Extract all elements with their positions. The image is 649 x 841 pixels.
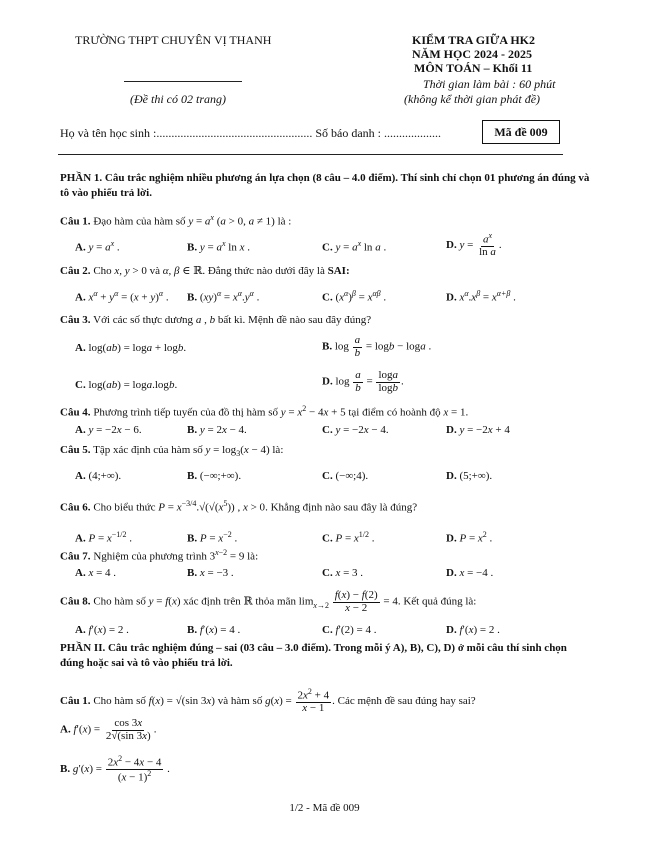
p2q1-text-end: . Các mệnh đề sau đúng hay sai? bbox=[332, 694, 476, 707]
q2-text-end: . Đẳng thức nào dưới đây là bbox=[202, 265, 325, 277]
exam-code: Mã đề 009 bbox=[494, 125, 548, 139]
q2-label: Câu 2. bbox=[60, 265, 91, 277]
exam-code-box bbox=[482, 120, 560, 144]
q1-option-a[interactable]: A. $y = a^x$ . bbox=[75, 239, 120, 254]
q7-option-d[interactable]: D. x = −4 . bbox=[446, 567, 494, 579]
q7-option-c[interactable]: C. x = 3 . bbox=[322, 567, 364, 579]
q5-option-c[interactable]: C. (−∞;4). bbox=[322, 470, 369, 482]
q3-text-mid: bất kì. Mệnh đề nào sau đây đúng? bbox=[217, 314, 372, 326]
p2q1-text-mid: và hàm số bbox=[217, 694, 263, 707]
exam-time-note: (không kể thời gian phát đề) bbox=[404, 92, 541, 106]
q2-option-c[interactable]: C. $(x^\alpha)^\beta = x^{\alpha\beta}$ . bbox=[322, 289, 387, 304]
school-name: TRƯỜNG THPT CHUYÊN VỊ THANH bbox=[75, 33, 272, 47]
q5-label: Câu 5. bbox=[60, 444, 91, 456]
q3-label: Câu 3. bbox=[60, 314, 91, 326]
part2-title: PHẦN II. Câu trắc nghiệm đúng – sai (03 câu – 3.0 điểm). Trong mỗi ý A), B), C), D) ở mỗi câu thí sinh chọn đúng hoặc sai và tô vào phiếu trả lời. bbox=[60, 642, 567, 669]
page-footer: 1/2 - Mã đề 009 bbox=[289, 802, 360, 814]
q2-sai: SAI: bbox=[327, 265, 350, 277]
q4-text-mid: tại điểm có hoành độ bbox=[348, 406, 441, 419]
q8-text-end: . Kết quả đúng là: bbox=[397, 595, 477, 608]
q7-option-a[interactable]: A. x = 4 . bbox=[75, 567, 117, 579]
q1-text-end: là : bbox=[277, 215, 292, 228]
q1-option-b[interactable]: B. $y = a^x$ ln x . bbox=[187, 239, 250, 254]
q8-option-c[interactable]: C. f′(2) = 4 . bbox=[322, 624, 377, 636]
question-8: Câu 8. Cho hàm số y = f(x) xác định trên ℝ thỏa mãn $\lim_{x\to 2}$ $\frac{f(x) - f(2)}{x - 2}$ = 4. Kết quả đúng là: bbox=[60, 589, 477, 614]
p2q1-text: Cho hàm số bbox=[93, 694, 146, 707]
question-6: Câu 6. Cho biểu thức $P = x^{-3/4}.√(√(x^5))$ , x > 0. Khẳng định nào sau đây là đúng? bbox=[60, 499, 418, 514]
q8-label: Câu 8. bbox=[60, 595, 91, 608]
q2-option-a[interactable]: A. $x^\alpha + y^\alpha = (x + y)^\alpha$ . bbox=[75, 289, 169, 304]
exam-time: Thời gian làm bài : 60 phút bbox=[423, 77, 556, 91]
q8-option-a[interactable]: A. f′(x) = 2 . bbox=[75, 624, 129, 636]
part1-title: PHẦN 1. Câu trắc nghiệm nhiều phương án lựa chọn (8 câu – 4.0 điểm). Thí sinh chỉ chọn 01 phương án đúng và tô vào phiếu trả lời. bbox=[60, 172, 590, 199]
q3-option-d[interactable]: D. log $\frac{a}{b}$ = $\frac{\log a}{\log b}$ . bbox=[322, 369, 404, 394]
q1-option-d[interactable]: D. y = $\frac{a^x}{\text{ln a}}$ . bbox=[446, 231, 502, 259]
q3-option-b[interactable]: B. log $\frac{a}{b}$ = logb − loga . bbox=[322, 334, 432, 359]
question-4: Câu 4. Phương trình tiếp tuyến của đồ thị hàm số $y = x^2 - 4x + 5$ tại điểm có hoành độ x = 1. bbox=[60, 404, 469, 419]
q7-option-b[interactable]: B. x = −3 . bbox=[187, 567, 234, 579]
exam-title: KIỂM TRA GIỮA HK2 bbox=[412, 33, 536, 47]
q2-text: Cho bbox=[93, 265, 112, 277]
q4-option-c[interactable]: C. y = −2x − 4. bbox=[322, 424, 389, 436]
q5-option-a[interactable]: A. (4;+∞). bbox=[75, 470, 122, 482]
question-3: Câu 3. Với các số thực dương a , b bất kì. Mệnh đề nào sau đây đúng? bbox=[60, 314, 372, 326]
q8-option-b[interactable]: B. f′(x) = 4 . bbox=[187, 624, 241, 636]
q6-text-end: . Khẳng định nào sau đây là đúng? bbox=[265, 501, 418, 514]
q8-option-d[interactable]: D. f′(x) = 2 . bbox=[446, 624, 500, 636]
question-1: Câu 1. Đạo hàm của hàm số $y = a^x$ (a > 0, a ≠ 1) là : bbox=[60, 213, 292, 228]
q5-option-d[interactable]: D. (5;+∞). bbox=[446, 470, 493, 482]
exam-year: NĂM HỌC 2024 - 2025 bbox=[412, 47, 532, 61]
part2-question-1: Câu 1. Cho hàm số f(x) = √(sin 3x) và hàm số g(x) = $\frac{2x^2 + 4}{x - 1}$ . Các mệnh đề sau đúng hay sai? bbox=[60, 687, 476, 715]
q2-option-d[interactable]: D. $x^\alpha.x^\beta = x^{\alpha+\beta}$ . bbox=[446, 289, 516, 304]
exam-subject: MÔN TOÁN – Khối 11 bbox=[414, 61, 533, 75]
q1-label: Câu 1. bbox=[60, 215, 91, 228]
q6-label: Câu 6. bbox=[60, 501, 91, 514]
q1-option-c[interactable]: C. $y = a^x$ ln a . bbox=[322, 239, 387, 254]
q7-label: Câu 7. bbox=[60, 550, 91, 563]
p2q1-statement-a[interactable]: A. f′(x) = $\frac{\cos 3x}{2√(\sin 3x)}$ . bbox=[60, 717, 157, 742]
header-divider bbox=[124, 81, 242, 82]
q8-text-mid: xác định trên ℝ thỏa mãn bbox=[183, 595, 296, 608]
q7-text-end: là: bbox=[247, 550, 259, 563]
p2q1-label: Câu 1. bbox=[60, 694, 91, 707]
q5-text: Tập xác định của hàm số bbox=[93, 444, 203, 456]
q2-text-mid: và bbox=[149, 265, 161, 277]
q4-option-d[interactable]: D. y = −2x + 4 bbox=[446, 424, 510, 436]
q3-option-a[interactable]: A. log(ab) = loga + logb. bbox=[75, 342, 187, 354]
student-info-line: Họ và tên học sinh :.................................................... Số báo danh : ................... bbox=[60, 126, 441, 140]
q8-text: Cho hàm số bbox=[93, 595, 146, 608]
q7-text: Nghiệm của phương trình bbox=[93, 550, 207, 563]
q3-option-c[interactable]: C. log(ab) = loga.logb. bbox=[75, 379, 178, 391]
q4-option-a[interactable]: A. y = −2x − 6. bbox=[75, 424, 142, 436]
q3-text: Với các số thực dương bbox=[93, 314, 194, 326]
q6-option-a[interactable]: A. $P = x^{-1/2}$ . bbox=[75, 530, 133, 545]
question-5: Câu 5. Tập xác định của hàm số $y = \log_3(x - 4)$ là: bbox=[60, 444, 284, 459]
pages-note: (Đề thi có 02 trang) bbox=[130, 92, 226, 106]
q4-option-b[interactable]: B. y = 2x − 4. bbox=[187, 424, 247, 436]
p2q1-statement-b[interactable]: B. g′(x) = $\frac{2x^2 - 4x - 4}{(x - 1)^2}$ . bbox=[60, 754, 170, 784]
q4-label: Câu 4. bbox=[60, 406, 91, 419]
q6-option-b[interactable]: B. $P = x^{-2}$ . bbox=[187, 530, 238, 545]
q6-option-d[interactable]: D. $P = x^2$ . bbox=[446, 530, 493, 545]
q6-text: Cho biểu thức bbox=[93, 501, 156, 514]
question-2: Câu 2. Cho x, y > 0 và α, β ∈ ℝ. Đẳng thức nào dưới đây là SAI: bbox=[60, 265, 350, 277]
q6-option-c[interactable]: C. $P = x^{1/2}$ . bbox=[322, 530, 375, 545]
q1-text: Đạo hàm của hàm số bbox=[93, 215, 186, 228]
q5-text-end: là: bbox=[272, 444, 284, 456]
q4-text: Phương trình tiếp tuyến của đồ thị hàm số bbox=[93, 406, 279, 419]
q2-option-b[interactable]: B. $(xy)^\alpha = x^\alpha.y^\alpha$ . bbox=[187, 289, 260, 304]
section-divider bbox=[58, 154, 563, 155]
question-7: Câu 7. Nghiệm của phương trình $3^{x-2} = 9$ là: bbox=[60, 548, 259, 563]
q5-option-b[interactable]: B. (−∞;+∞). bbox=[187, 470, 242, 482]
